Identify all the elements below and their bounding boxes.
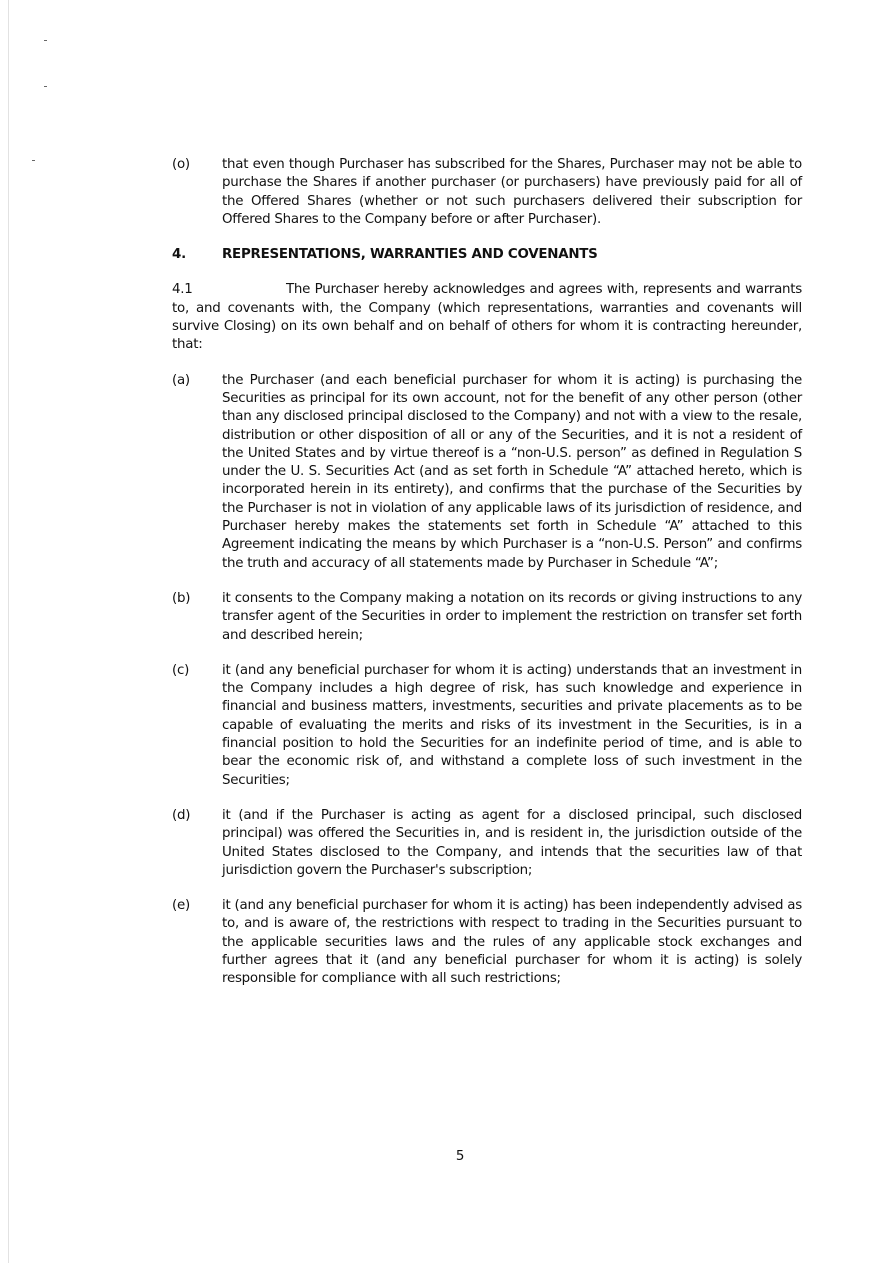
clause-number: 4.1 xyxy=(172,282,193,298)
scan-speck xyxy=(44,86,47,87)
page-number: 5 xyxy=(455,1148,465,1164)
item-label: (b) xyxy=(172,590,191,606)
item-label: (o) xyxy=(172,157,190,172)
section-heading xyxy=(172,246,802,264)
list-item-d xyxy=(172,807,802,880)
section-title: REPRESENTATIONS, WARRANTIES AND COVENANTS xyxy=(222,247,598,263)
list-item-b xyxy=(172,590,802,645)
item-text: it (and any beneficial purchaser for whom it is acting) has been independently advised as to, and is aware of, the restrictions with respect to trading in the Securities pursuant to the applicable securities laws and the rules of any applicable stock exchanges and further agrees that it (and any beneficial purchaser for whom it is acting) is solely responsible for compliance with all such restrictions; xyxy=(222,898,802,987)
item-text: it consents to the Company making a notation on its records or giving instructions to any transfer agent of the Securities in order to implement the restriction on transfer set forth and described herein; xyxy=(222,590,802,643)
scan-speck xyxy=(32,160,35,161)
scan-edge xyxy=(8,0,9,1263)
document-page xyxy=(172,156,802,1166)
item-text: the Purchaser (and each beneficial purchaser for whom it is acting) is purchasing the Securities as principal for its own account, not for the benefit of any other person (other than any disclosed principal disclosed to the Company) and not with a view to the resale, distribution or other disposition of all or any of the Securities, and it is not a resident of the United States and by virtue thereof is a “non-U.S. person” as defined in Regulation S under the U. S. Securities Act (and as set forth in Schedule “A” attached hereto, which is incorporated herein in its entirety), and confirms that the purchase of the Securities by the Purchaser is not in violation of any applicable laws of its jurisdiction of residence, and Purchaser hereby makes the statements set forth in Schedule “A” attached to this Agreement indicating the means by which Purchaser is a “non-U.S. Person” and confirms the truth and accuracy of all statements made by Purchaser in Schedule “A”; xyxy=(222,372,802,571)
item-text: it (and any beneficial purchaser for whom it is acting) understands that an investment in the Company includes a high degree of risk, has such knowledge and experience in financial and business matters, investments, securities and private placements as to be capable of evaluating the merits and risks of its investment in the Securities, is in a financial position to hold the Securities for an indefinite period of time, and is able to bear the economic risk of, and withstand a complete loss of such investment in the Securities; xyxy=(222,662,802,788)
list-item-c xyxy=(172,662,802,790)
list-item-a xyxy=(172,372,802,573)
item-label: (a) xyxy=(172,372,190,388)
item-text: that even though Purchaser has subscribed for the Shares, Purchaser may not be able to purchase the Shares if another purchaser (or purchasers) have previously paid for all of the Offered Shares (whether or not such purchasers delivered their subscription for Offered Shares to the Company before or after Purchaser). xyxy=(222,157,802,227)
clause-4-1 xyxy=(172,281,802,354)
item-label: (e) xyxy=(172,898,190,914)
list-item-o xyxy=(172,156,802,229)
list-item-e xyxy=(172,897,802,988)
item-label: (d) xyxy=(172,807,191,823)
section-number: 4. xyxy=(172,247,186,263)
clause-text: The Purchaser hereby acknowledges and agrees with, represents and warrants to, and covenants with, the Company (which representations, warranties and covenants will survive Closing) on its own behalf and on behalf of others for whom it is contracting hereunder, that: xyxy=(172,282,802,353)
scan-speck xyxy=(44,40,47,41)
item-label: (c) xyxy=(172,662,190,678)
item-text: it (and if the Purchaser is acting as agent for a disclosed principal, such disclosed principal) was offered the Securities in, and is resident in, the jurisdiction outside of the United States disclosed to the Company, and intends that the securities law of that jurisdiction govern the Purchaser's subscription; xyxy=(222,807,802,878)
